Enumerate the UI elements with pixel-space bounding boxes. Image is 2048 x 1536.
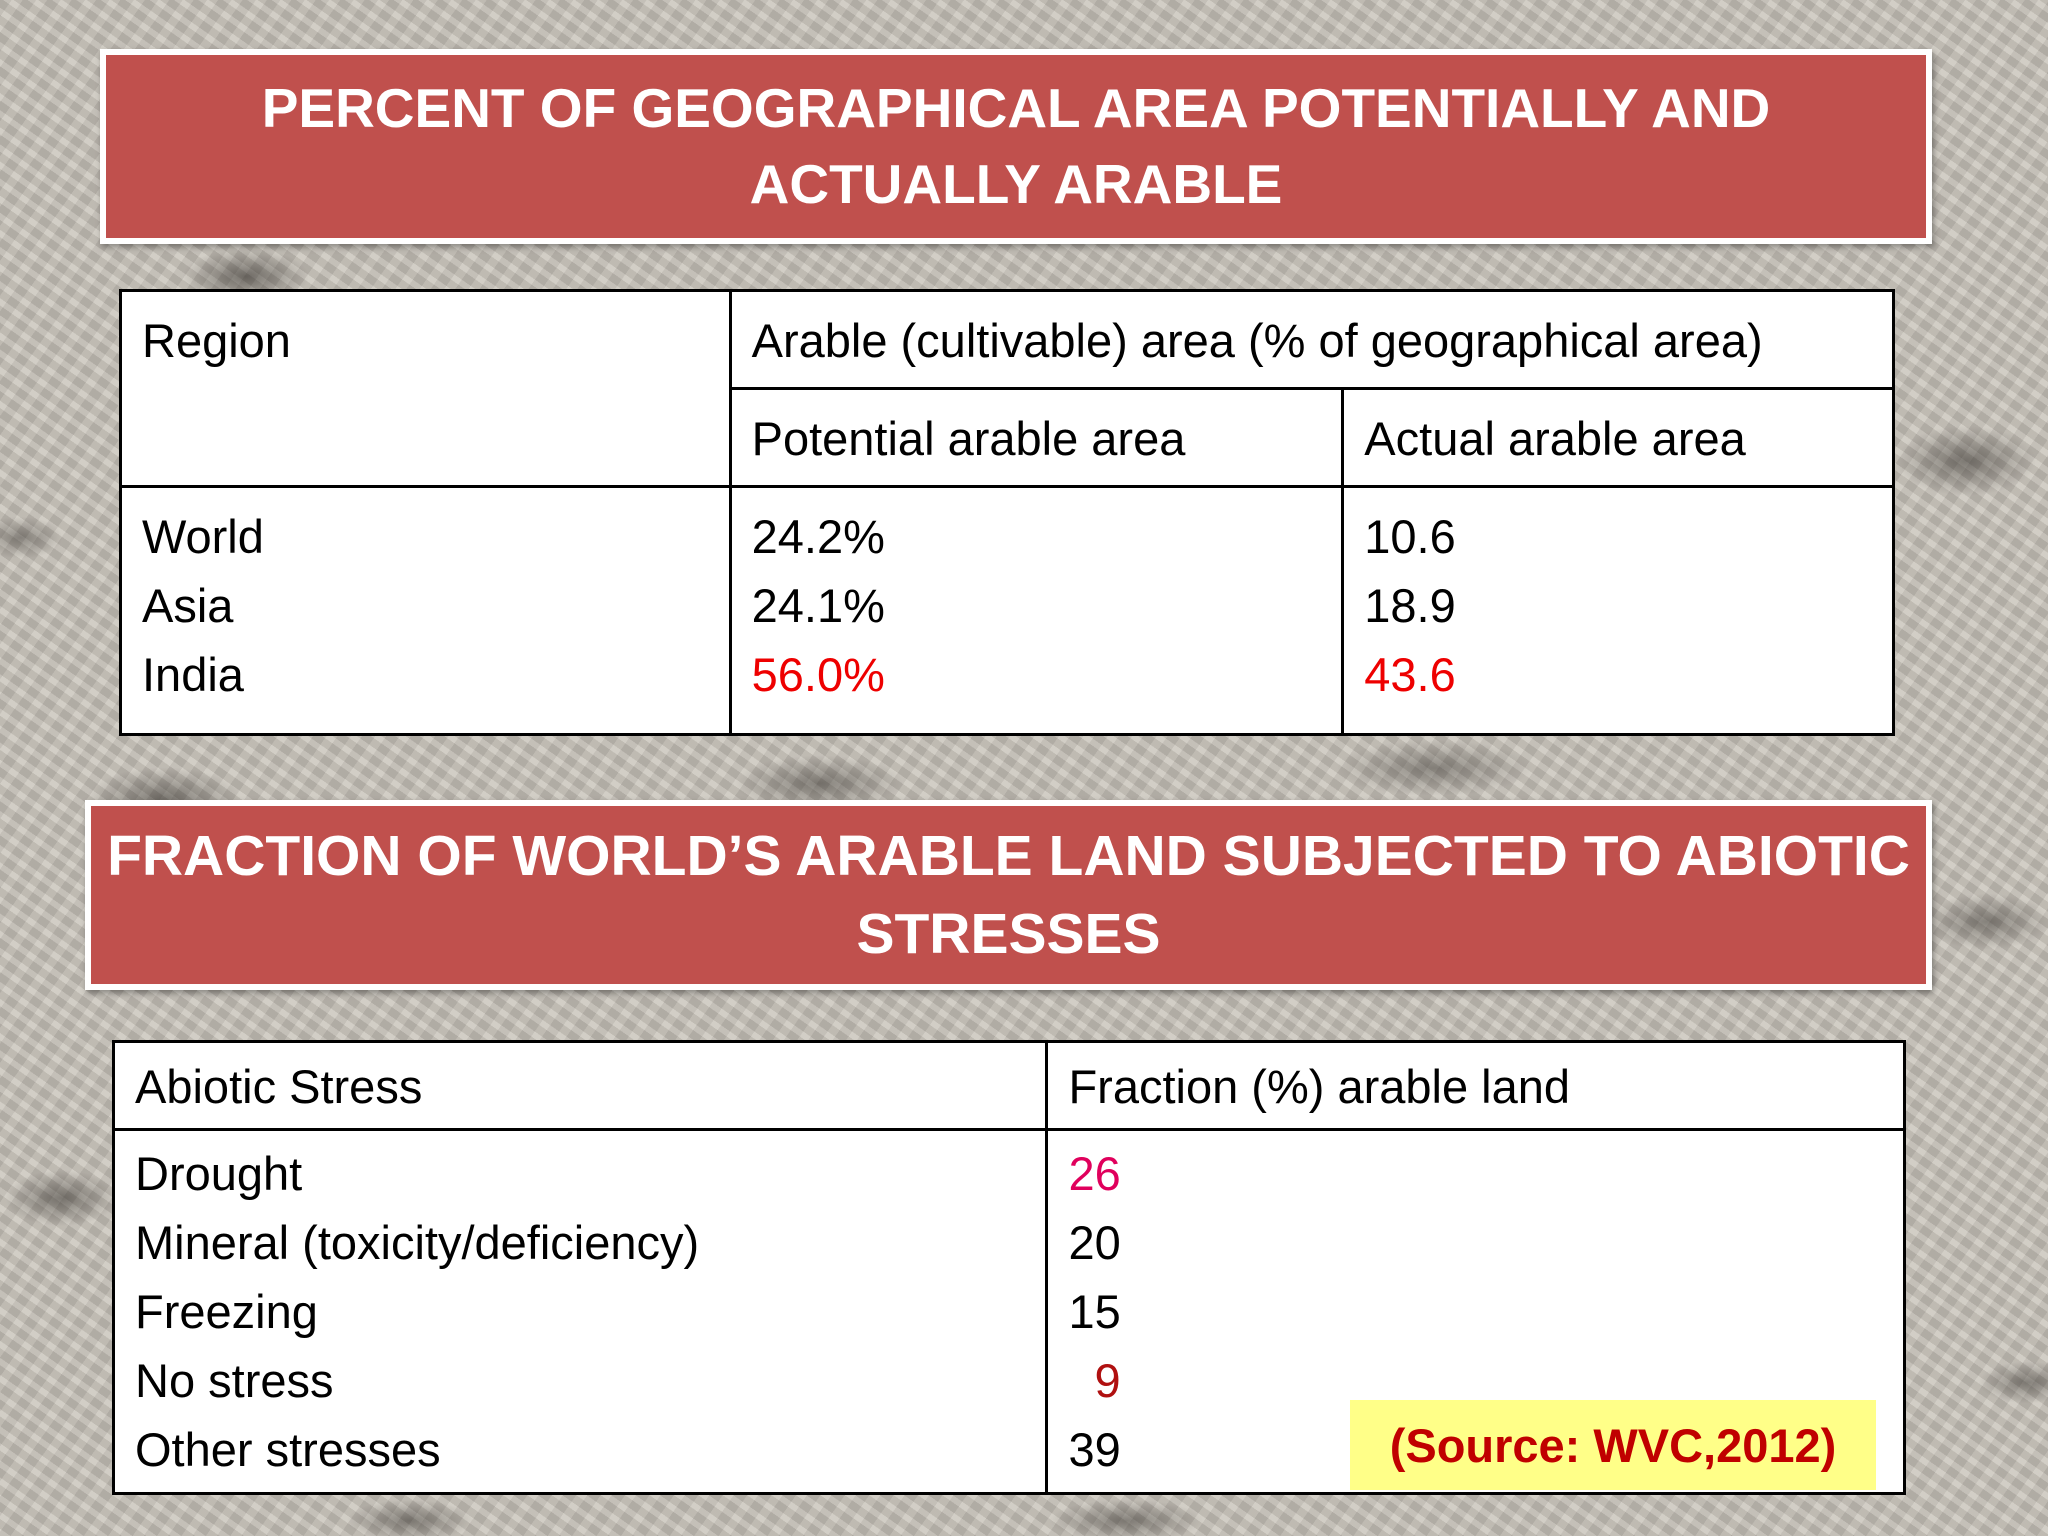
header-region: Region (121, 291, 731, 487)
table-cell-fraction-highlight: 9 (1094, 1354, 1121, 1407)
section1-title-line1: PERCENT OF GEOGRAPHICAL AREA POTENTIALLY AND (261, 77, 1771, 140)
table-cell-fraction: 15 (1068, 1285, 1121, 1338)
table-cell-actual: 18.9 (1364, 579, 1456, 632)
source-citation: (Source: WVC,2012) (1350, 1400, 1876, 1490)
actual-column-cell (1343, 487, 1894, 735)
table-cell-potential-highlight: 56.0% (751, 648, 885, 701)
header-fraction: Fraction (%) arable land (1047, 1042, 1905, 1130)
stress-column-cell (114, 1130, 1047, 1494)
header-actual-arable: Actual arable area (1343, 389, 1894, 487)
table-cell-stress: Mineral (toxicity/deficiency) (135, 1216, 700, 1269)
region-column-cell (121, 487, 731, 735)
table-cell-stress: Freezing (135, 1285, 318, 1338)
potential-column-cell (730, 487, 1343, 735)
section1-title-banner (100, 49, 1932, 244)
table-cell-stress: No stress (135, 1354, 334, 1407)
table-cell-region: World (142, 510, 264, 563)
section2-title-banner (85, 800, 1932, 990)
table-cell-actual: 10.6 (1364, 510, 1456, 563)
table-cell-stress: Other stresses (135, 1423, 441, 1476)
table-cell-actual-highlight: 43.6 (1364, 648, 1456, 701)
table-cell-fraction: 39 (1068, 1423, 1121, 1476)
header-abiotic-stress: Abiotic Stress (114, 1042, 1047, 1130)
table-cell-potential: 24.1% (751, 579, 885, 632)
section2-title-line2: STRESSES (856, 902, 1161, 966)
header-arable-area: Arable (cultivable) area (% of geographical area) (730, 291, 1893, 389)
table-cell-region: Asia (142, 579, 234, 632)
table-cell-potential: 24.2% (751, 510, 885, 563)
table-cell-region: India (142, 648, 244, 701)
section2-title-line1: FRACTION OF WORLD’S ARABLE LAND SUBJECTED TO ABIOTIC (107, 823, 1910, 888)
section1-title-line2: ACTUALLY ARABLE (749, 152, 1283, 215)
table-cell-fraction: 20 (1068, 1216, 1121, 1269)
table-cell-fraction-highlight: 26 (1068, 1147, 1121, 1200)
arable-area-table (119, 289, 1895, 736)
header-potential-arable: Potential arable area (730, 389, 1343, 487)
table-cell-stress: Drought (135, 1147, 303, 1200)
